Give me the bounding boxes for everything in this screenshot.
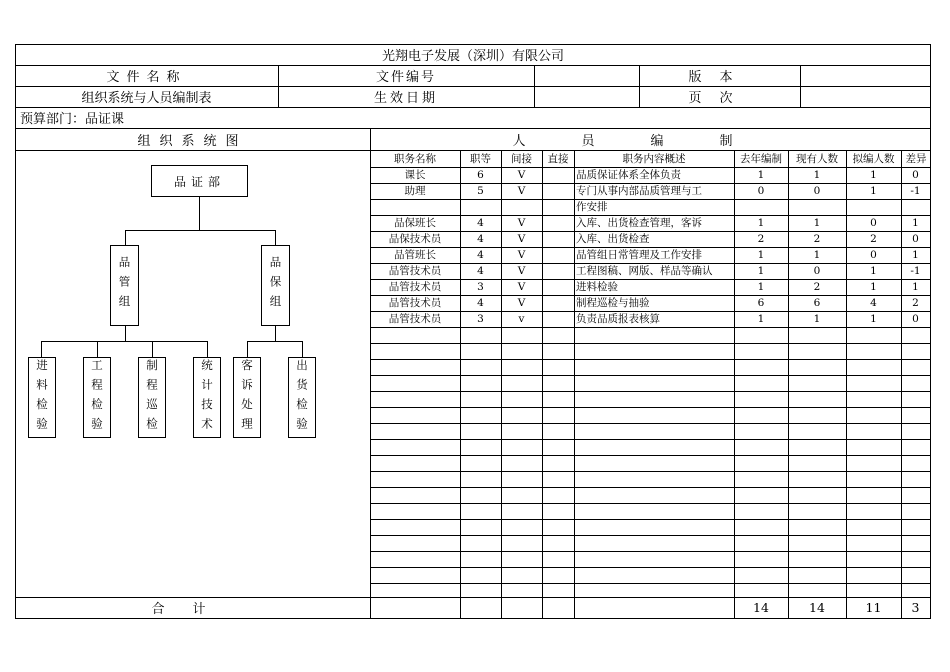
col-header: 职等 [470, 153, 491, 165]
col-header: 间接 [511, 153, 532, 165]
table-cell-planned: 1 [870, 169, 877, 181]
table-cell-desc: 专门从事内部品质管理与工 [576, 185, 702, 197]
col-header: 直接 [547, 153, 569, 165]
table-row-line [370, 551, 931, 552]
table-row-line [370, 455, 931, 456]
table-row-line [370, 471, 931, 472]
org-unit-process-patrol [138, 357, 166, 438]
table-cell-last: 1 [757, 249, 765, 261]
totals-current: 14 [809, 600, 825, 615]
org-group-qa-label: 品保组 [268, 256, 283, 315]
table-cell-title: 品管班长 [394, 249, 436, 261]
table-cell-grade [460, 199, 501, 215]
table-cell-grade: 4 [477, 233, 484, 245]
table-cell-last: 1 [757, 313, 765, 325]
table-cell-diff: -1 [910, 265, 921, 277]
table-cell-direct [542, 279, 574, 295]
table-cell-indirect: V [517, 233, 526, 245]
table-cell-title [370, 199, 460, 215]
table-cell-diff: 1 [912, 281, 919, 293]
table-cell-current: 2 [813, 281, 821, 293]
table-cell-diff: 2 [912, 297, 919, 309]
table-row-line [370, 487, 931, 488]
col-header: 差异 [905, 153, 927, 165]
table-cell-planned: 0 [870, 217, 877, 229]
org-unit-statistical-tech [193, 357, 221, 438]
table-row-line [370, 359, 931, 360]
department-label: 预算部门：品证课 [20, 112, 125, 127]
table-cell-current: 1 [813, 249, 821, 261]
org-unit-incoming-inspection [28, 357, 56, 438]
org-group-qa [261, 245, 290, 326]
table-cell-title: 课长 [404, 169, 426, 181]
table-cell-current [788, 199, 846, 215]
table-cell-indirect: V [517, 297, 526, 309]
table-cell-current: 2 [813, 233, 821, 245]
table-cell-diff: 0 [912, 233, 919, 245]
table-cell-title: 品管技术员 [388, 313, 442, 325]
table-row-line [370, 375, 931, 376]
table-cell-direct [542, 263, 574, 279]
table-row-line [370, 423, 931, 424]
table-row [370, 183, 931, 199]
table-cell-last: 2 [757, 233, 765, 245]
org-unit-shipping-inspection [288, 357, 316, 438]
org-group-qc [110, 245, 139, 326]
table-cell-desc: 品质保证体系全体负责 [576, 169, 681, 181]
table-cell-direct [542, 199, 574, 215]
table-cell-planned: 1 [870, 313, 877, 325]
table-cell-title: 品管技术员 [388, 265, 442, 277]
table-row [370, 231, 931, 247]
table-cell-last: 0 [757, 185, 765, 197]
col-header: 现有人数 [796, 153, 838, 165]
table-cell-current: 1 [813, 313, 821, 325]
table-row-line [370, 327, 931, 328]
table-row-line [370, 391, 931, 392]
table-cell-direct [542, 167, 574, 183]
col-header: 拟编人数 [852, 153, 895, 165]
table-cell-indirect: V [517, 217, 526, 229]
table-row [370, 247, 931, 263]
table-cell-title: 品管技术员 [388, 297, 442, 309]
table-cell-diff [901, 199, 930, 215]
version-label: 版本 [688, 70, 751, 85]
org-unit-label: 工程检验 [90, 358, 104, 437]
col-header: 去年编制 [740, 153, 782, 165]
table-cell-current: 0 [813, 265, 821, 277]
table-cell-title: 品保班长 [394, 217, 436, 229]
company-title: 光翔电子发展（深圳）有限公司 [381, 49, 564, 64]
table-row [370, 311, 931, 327]
table-cell-grade: 4 [477, 297, 484, 309]
org-unit-label: 出货检验 [295, 358, 309, 437]
org-unit-label: 统计技术 [200, 358, 214, 437]
doc-no-label: 文件编号 [375, 70, 436, 85]
table-cell-planned: 1 [870, 185, 877, 197]
org-top-label: 品证部 [173, 174, 225, 189]
table-cell-indirect: V [517, 265, 526, 277]
table-cell-indirect: V [517, 169, 526, 181]
table-row-line [370, 343, 931, 344]
table-cell-direct [542, 215, 574, 231]
org-unit-label: 制程巡检 [145, 358, 159, 437]
table-cell-planned: 1 [870, 265, 877, 277]
totals-planned: 11 [865, 600, 882, 615]
totals-last-year: 14 [753, 600, 769, 615]
table-row-line [370, 583, 931, 584]
table-cell-last: 6 [757, 297, 765, 309]
page-label: 页次 [688, 91, 751, 106]
table-row-line [370, 535, 931, 536]
table-cell-direct [542, 295, 574, 311]
org-unit-complaint-handling [233, 357, 261, 438]
table-row [370, 279, 931, 295]
table-cell-desc: 进料检验 [576, 281, 618, 293]
table-row-line [370, 439, 931, 440]
table-header-row [370, 151, 931, 167]
table-cell-planned: 4 [870, 297, 877, 309]
doc-name-label: 文件名称 [106, 70, 187, 85]
table-cell-diff: -1 [910, 185, 921, 197]
table-row-line [370, 503, 931, 504]
org-unit-engineering-inspection [83, 357, 111, 438]
table-cell-diff: 0 [912, 313, 919, 325]
table-cell-desc: 入库、出货检查 [576, 233, 650, 245]
table-cell-current: 1 [813, 217, 821, 229]
org-chart-title: 组织系统图 [137, 133, 248, 149]
table-row-line [370, 407, 931, 408]
table-cell-direct [542, 183, 574, 199]
table-row [370, 199, 931, 215]
doc-title: 组织系统与人员编制表 [81, 91, 212, 106]
table-cell-direct [542, 247, 574, 263]
table-cell-grade: 5 [477, 185, 484, 197]
table-cell-current: 0 [813, 185, 821, 197]
table-cell-planned: 1 [870, 281, 877, 293]
table-cell-desc: 作安排 [576, 201, 608, 213]
table-row [370, 295, 931, 311]
table-row-line [370, 567, 931, 568]
table-cell-last: 1 [757, 281, 765, 293]
totals-label: 合计 [151, 602, 234, 617]
table-cell-indirect: v [518, 313, 525, 325]
table-cell-planned [846, 199, 901, 215]
staffing-title: 人员编制 [512, 133, 789, 149]
table-cell-diff: 1 [912, 217, 919, 229]
table-cell-current: 6 [813, 297, 821, 309]
table-cell-desc: 工程图稿、网版、样品等确认 [576, 265, 713, 277]
table-cell-grade: 6 [477, 169, 484, 181]
table-cell-last: 1 [757, 169, 765, 181]
table-cell-desc: 负责品质报表核算 [576, 313, 660, 325]
org-unit-label: 客诉处理 [240, 358, 254, 437]
table-cell-desc: 品管组日常管理及工作安排 [576, 249, 702, 261]
table-cell-title: 品管技术员 [388, 281, 442, 293]
table-cell-direct [542, 311, 574, 327]
table-cell-grade: 3 [477, 281, 484, 293]
table-row-line [370, 519, 931, 520]
table-cell-current: 1 [813, 169, 821, 181]
table-cell-indirect: V [517, 281, 526, 293]
col-header: 职务内容概述 [622, 153, 686, 165]
table-cell-direct [542, 231, 574, 247]
table-row [370, 263, 931, 279]
table-cell-planned: 2 [870, 233, 877, 245]
table-cell-grade: 4 [477, 265, 484, 277]
table-cell-indirect: V [517, 185, 526, 197]
table-cell-indirect: V [517, 249, 526, 261]
table-cell-planned: 0 [870, 249, 877, 261]
effective-date-label: 生效日期 [373, 91, 438, 106]
table-row [370, 167, 931, 183]
table-cell-title: 品保技术员 [388, 233, 442, 245]
table-cell-grade: 3 [477, 313, 484, 325]
totals-diff: 3 [911, 600, 920, 615]
table-cell-diff: 1 [912, 249, 919, 261]
table-cell-grade: 4 [477, 217, 484, 229]
table-row [370, 215, 931, 231]
org-group-qc-label: 品管组 [117, 256, 132, 315]
table-cell-last: 1 [757, 217, 765, 229]
table-cell-desc: 制程巡检与抽验 [576, 297, 650, 309]
table-cell-desc: 入库、出货检查管理，客诉 [576, 217, 702, 229]
col-header: 职务名称 [394, 153, 436, 165]
table-cell-title: 助理 [404, 185, 426, 197]
table-cell-last: 1 [757, 265, 765, 277]
table-cell-grade: 4 [477, 249, 484, 261]
table-cell-last [734, 199, 788, 215]
org-top-box [151, 165, 248, 197]
org-unit-label: 进料检验 [35, 358, 49, 437]
table-cell-diff: 0 [912, 169, 919, 181]
table-cell-indirect [501, 199, 542, 215]
